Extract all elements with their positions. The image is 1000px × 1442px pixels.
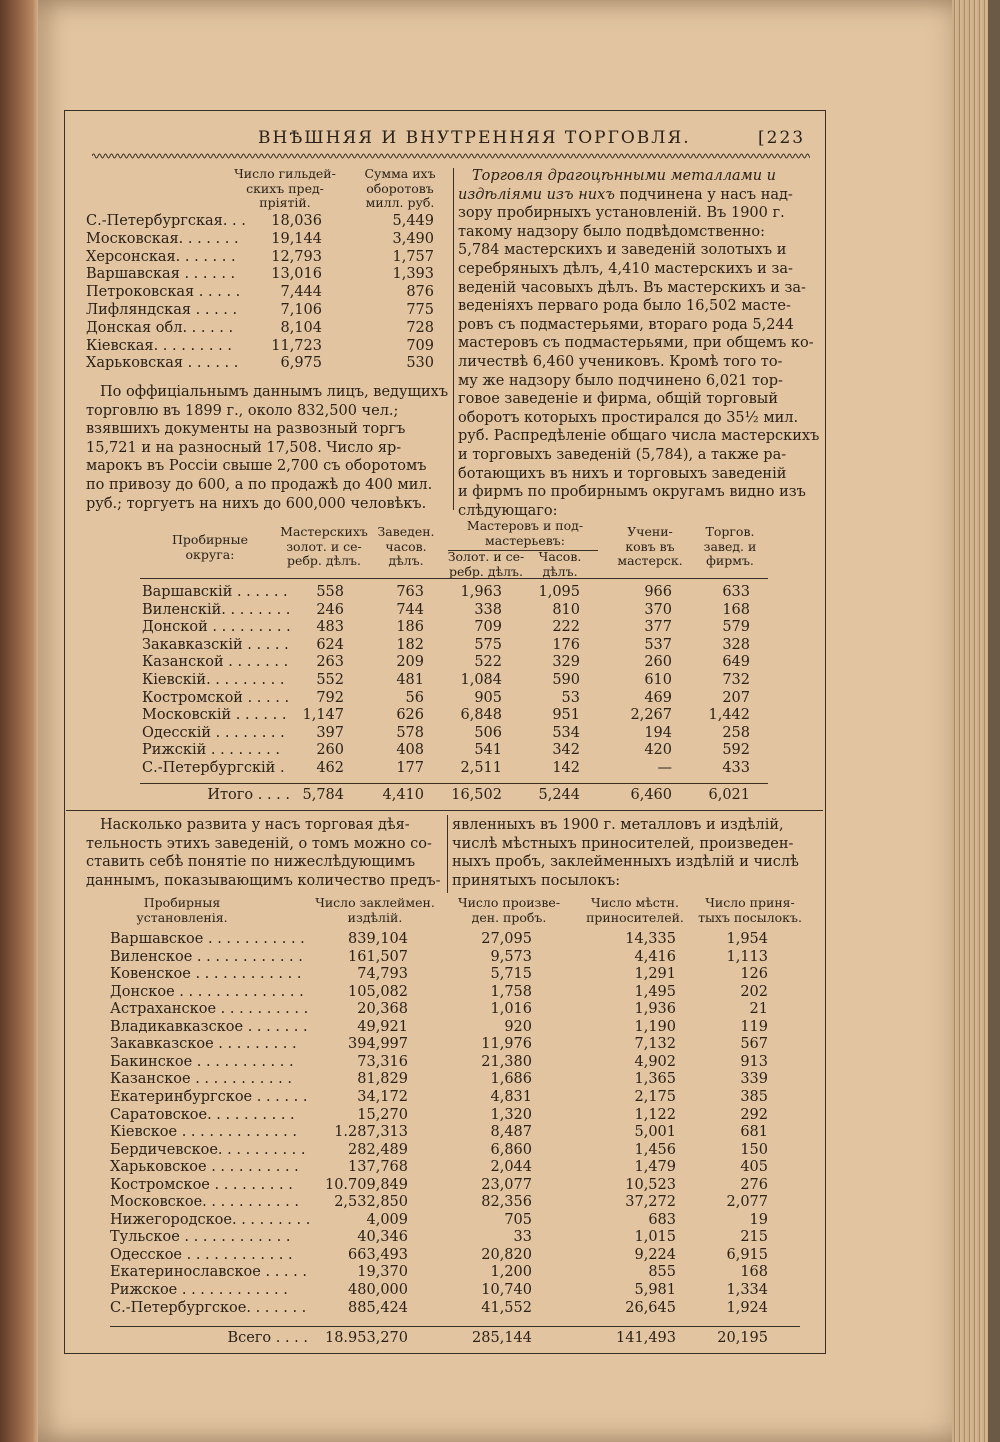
ll-para-line: даннымъ, показывающимъ количество предъ- [86,872,441,889]
assay-row-value: 14,335 [625,931,676,947]
right-line: му же надзору было подчинено 6,021 тор- [458,372,783,389]
assay-row-value: 27,095 [481,931,532,947]
assay-row-value: 839,104 [348,931,408,947]
right-line: руб. Распредѣленіе общаго числа мастерскихъ [458,428,820,445]
assay-row-name: Одесское . . . . . . . . . . . . [110,1246,293,1263]
assay-row-value: 9,573 [490,948,532,965]
right-paragraph [458,167,820,519]
assay-row-name: Закавказское . . . . . . . . . [110,1036,297,1053]
district-total-label: Итого . . . . [207,787,290,803]
guild-row-count: 12,793 [271,248,322,265]
ll-para-line: Насколько развита у насъ торговая дѣя- [100,817,410,833]
district-row-value: 56 [405,689,424,706]
assay-row-value: 49,921 [357,1018,408,1035]
guild-row-name: Московская. . . . . . . [86,230,239,247]
guild-row-count: 6,975 [280,355,322,372]
assay-row-value: 21 [749,1001,768,1018]
district-row-value: 420 [644,742,672,759]
guild-row-count: 18,036 [271,213,322,229]
assay-row-name: Бакинское . . . . . . . . . . . [110,1053,294,1070]
assay-row-value: 681 [740,1124,768,1141]
assay-row-value: 5,981 [634,1282,676,1298]
assay-row-value: 1,190 [634,1018,676,1035]
district-row-name: Московскій . . . . . . [142,707,287,724]
district-row-name: Костромской . . . . . [142,689,290,706]
district-row-value: 534 [552,724,580,741]
right-line-0: подчинена у насъ над- [614,186,793,203]
assay-row-value: 1,456 [634,1141,676,1158]
assay-row-value: 81,829 [357,1071,408,1088]
district-header-gold: Мастерскихъ золот. и се- ребр. дѣлъ. [280,524,368,568]
assay-row-value: 6,915 [726,1246,768,1263]
assay-row-value: 339 [740,1071,768,1088]
right-line: зору пробирныхъ установленій. Въ 1900 г. [458,205,785,222]
assay-row-value: 663,493 [348,1246,408,1263]
district-header-rule [140,578,768,579]
assay-row-value: 1,365 [634,1071,676,1088]
assay-row-value: 920 [504,1018,532,1035]
assay-row-value: 1,291 [634,966,676,983]
assay-row-value: 2,044 [490,1159,532,1176]
guild-row-count: 11,723 [271,337,322,354]
district-row-value: 246 [316,601,344,618]
assay-row-value: 19,370 [357,1264,408,1281]
district-header-mgold: Золот. и се- ребр. дѣлъ. [447,549,525,579]
assay-row-value: 119 [740,1018,768,1035]
guild-row-name: Херсонская. . . . . . . [86,248,236,265]
district-row-value: 53 [561,689,580,706]
lr-para-line: числѣ мѣстныхъ приносителей, произведен- [452,835,794,852]
district-row-value: 578 [396,724,424,741]
guild-row-sum: 775 [406,302,434,318]
assay-row-value: 1,122 [634,1106,676,1123]
district-header-watch: Заведен. часов. дѣлъ. [377,524,435,568]
guild-row-sum: 530 [406,355,434,372]
guild-row-count: 7,444 [280,284,322,301]
assay-row-value: 394,997 [348,1036,408,1053]
left-para-line: по привозу до 600, а по продажѣ до 400 мил. [86,476,433,493]
district-row-value: 338 [474,601,502,618]
column-divider-top [453,168,454,510]
district-row-value: 709 [474,619,502,636]
district-total-value: 4,410 [382,787,424,803]
assay-row-value: 282,489 [348,1141,408,1158]
district-row-name: С.-Петербургскій . [142,760,285,776]
assay-row-value: 4,009 [366,1211,408,1228]
district-header-firms: Торгов. завед. и фирмъ. [703,524,757,568]
assay-row-name: Екатеринославское . . . . . [110,1264,307,1281]
assay-row-value: 885,424 [348,1299,408,1316]
district-row-value: 483 [316,619,344,636]
district-row-value: 176 [552,636,580,653]
district-row-value: 732 [722,672,750,688]
right-line: веденіяхъ перваго рода было 16,502 масте- [458,298,791,315]
assay-row-value: 1,320 [490,1106,532,1123]
right-line: 5,784 мастерскихъ и заведеній золотыхъ и [458,242,787,259]
assay-row-value: 15,270 [357,1106,408,1123]
assay-row-value: 21,380 [481,1053,532,1070]
district-row-value: 1,147 [302,707,344,724]
assay-row-value: 215 [740,1229,768,1246]
assay-row-value: 11,976 [481,1036,532,1053]
district-row-value: 1,084 [460,672,502,688]
assay-row-value: 10.709,849 [324,1176,408,1193]
right-line: и торговыхъ заведеній (5,784), а также ра- [458,446,787,463]
district-row-value: 433 [722,760,750,776]
assay-row-value: 1,479 [634,1159,676,1176]
assay-row-name: Саратовское. . . . . . . . . . [110,1106,295,1123]
assay-row-value: 1,686 [490,1071,532,1088]
district-row-value: 397 [316,724,344,741]
assay-row-value: 10,740 [481,1282,532,1298]
assay-header-items: Число заклеймен. издѣлій. [315,895,435,925]
left-para-line: 15,721 и на разносный 17,508. Число яр- [86,439,402,456]
right-line: мастеровъ съ подмастерьями, при общемъ ко- [458,335,814,352]
district-row-name: Закавказскій . . . . . [142,636,289,653]
guild-row-name: Кіевская. . . . . . . . . [86,337,232,354]
right-line: ровъ съ подмастерьями, втораго рода 5,244 [458,316,794,333]
district-row-value: 328 [722,636,750,653]
district-row-name: Виленскій. . . . . . . . [142,601,291,618]
assay-row-value: 5,715 [490,966,532,983]
guild-header-sum: Сумма ихъ оборотовъ милл. руб. [364,166,436,210]
right-line: личествѣ 6,460 учениковъ. Кромѣ того то- [458,353,783,370]
assay-total-rule [110,1326,800,1327]
page-number: [223 [758,128,806,148]
assay-row-value: 2,077 [726,1194,768,1211]
district-row-value: 624 [316,636,344,653]
right-lead-italic: Торговля драгоцѣнными металлами и [472,168,777,184]
assay-total-value: 285,144 [472,1330,532,1346]
district-row-value: 590 [552,672,580,688]
district-row-value: 6,848 [460,707,502,724]
guild-row-name: Харьковская . . . . . . [86,355,239,372]
right-line: ботающихъ въ нихъ и торговыхъ заведеній [458,465,787,482]
district-row-name: Варшавскій . . . . . . [142,584,288,600]
assay-row-value: 20,820 [481,1246,532,1263]
district-row-value: 810 [552,601,580,618]
ll-para-line: ставить себѣ понятіе по нижеслѣдующимъ [86,854,416,871]
district-row-value: 481 [396,672,424,688]
assay-row-value: 1,758 [490,983,532,1000]
district-row-value: 209 [396,654,424,671]
page-edges [952,0,988,1442]
district-row-value: 905 [474,689,502,706]
district-row-value: 537 [644,636,672,653]
assay-header-parcels: Число приня- тыхъ посылокъ. [698,895,802,925]
district-row-value: 522 [474,654,502,671]
assay-row-value: 202 [740,983,768,1000]
assay-row-value: 1,954 [726,931,768,947]
district-row-value: 177 [396,760,424,776]
assay-row-name: Екатеринбургское . . . . . . [110,1088,308,1105]
guild-row-name: Лифляндская . . . . . [86,302,238,318]
district-row-value: 182 [396,636,424,653]
guild-row-sum: 728 [406,319,434,336]
district-row-name: Казанской . . . . . . . [142,654,289,671]
lr-para-line: ныхъ пробъ, заклейменныхъ издѣлій и числѣ [452,854,799,871]
assay-row-value: 137,768 [348,1159,408,1176]
book-binding [0,0,38,1442]
district-row-value: — [657,760,672,776]
assay-row-value: 480,000 [348,1282,408,1298]
lower-left-paragraph [86,816,442,890]
guild-row-count: 19,144 [271,230,322,247]
right-line: веденій часовыхъ дѣлъ. Въ мастерскихъ и за- [458,279,806,296]
district-row-value: 558 [316,584,344,600]
district-row-value: 610 [644,672,672,688]
assay-total-value: 18.953,270 [324,1330,408,1346]
assay-row-value: 19 [749,1211,768,1228]
assay-row-value: 1,016 [490,1001,532,1018]
assay-row-value: 1,015 [634,1229,676,1246]
guild-row-sum: 3,490 [392,230,434,247]
district-total-value: 6,460 [630,787,672,803]
district-row-value: 194 [644,724,672,741]
assay-row-value: 4,831 [490,1088,532,1105]
assay-row-value: 8,487 [490,1124,532,1141]
assay-row-value: 405 [740,1159,768,1176]
guild-row-count: 13,016 [271,266,322,283]
left-para-line: торговлю въ 1899 г., около 832,500 чел.; [86,402,399,419]
assay-row-value: 1,936 [634,1001,676,1018]
district-row-value: 370 [644,601,672,618]
assay-row-value: 10,523 [625,1176,676,1193]
assay-row-name: Владикавказское . . . . . . . [110,1018,308,1035]
district-row-value: 168 [722,601,750,618]
assay-row-name: Ковенское . . . . . . . . . . . . [110,966,302,983]
assay-row-value: 276 [740,1176,768,1193]
district-row-value: 222 [552,619,580,636]
assay-row-value: 1,113 [726,948,768,965]
district-row-name: Кіевскій. . . . . . . . . [142,672,285,688]
lr-para-line: принятыхъ посылокъ: [452,872,621,889]
district-row-value: 552 [316,672,344,688]
district-row-value: 541 [474,742,502,759]
assay-row-value: 20,368 [357,1001,408,1018]
district-row-value: 263 [316,654,344,671]
right-line: серебряныхъ дѣлъ, 4,410 мастерскихъ и за- [458,260,793,277]
assay-row-value: 1,924 [726,1299,768,1316]
assay-row-value: 1,334 [726,1282,768,1298]
assay-row-value: 567 [740,1036,768,1053]
assay-row-value: 150 [740,1141,768,1158]
district-row-value: 633 [722,584,750,600]
left-para-line: взявшихъ документы на развозный торгъ [86,421,406,438]
district-total-value: 6,021 [708,787,750,803]
assay-row-value: 168 [740,1264,768,1281]
assay-row-value: 1,200 [490,1264,532,1281]
column-divider-lower [447,815,448,893]
district-row-value: 377 [644,619,672,636]
district-row-value: 951 [552,707,580,724]
assay-row-value: 73,316 [357,1053,408,1070]
assay-row-name: Костромское . . . . . . . . . [110,1176,293,1193]
guild-header-count: Число гильдей- скихъ пред- пріятій. [234,166,336,210]
assay-row-value: 683 [648,1211,676,1228]
header-wavy-rule [92,152,810,160]
assay-row-name: Кіевское . . . . . . . . . . . . . [110,1124,297,1141]
page-title: ВНѢШНЯЯ И ВНУТРЕННЯЯ ТОРГОВЛЯ. [258,128,691,148]
assay-row-name: Варшавское . . . . . . . . . . . [110,931,305,947]
ll-para-line: тельность этихъ заведеній, о томъ можно со- [86,835,432,852]
right-line: и фирмъ по пробирнымъ округамъ видно изъ [458,484,806,501]
district-row-value: 2,267 [630,707,672,724]
district-row-value: 408 [396,742,424,759]
assay-row-value: 1,495 [634,983,676,1000]
assay-row-value: 2,532,850 [334,1194,408,1211]
district-row-value: 792 [316,689,344,706]
assay-row-value: 705 [504,1211,532,1228]
assay-row-value: 1.287,313 [334,1124,408,1141]
assay-row-name: Московское. . . . . . . . . . . [110,1194,299,1211]
district-row-value: 506 [474,724,502,741]
district-row-value: 469 [644,689,672,706]
assay-header-carriers: Число мѣстн. приносителей. [586,895,684,925]
assay-total-value: 141,493 [616,1330,676,1346]
section-divider [66,810,823,811]
district-total-value: 5,244 [538,787,580,803]
assay-row-value: 40,346 [357,1229,408,1246]
left-paragraph [86,383,449,513]
district-row-value: 1,442 [708,707,750,724]
assay-row-value: 82,356 [481,1194,532,1211]
district-total-value: 5,784 [302,787,344,803]
assay-row-value: 4,416 [634,948,676,965]
district-row-name: Донской . . . . . . . . . [142,619,291,636]
district-row-value: 966 [644,584,672,600]
district-row-value: 592 [722,742,750,759]
assay-row-name: Астраханское . . . . . . . . . . [110,1001,309,1018]
district-row-value: 763 [396,584,424,600]
assay-row-value: 105,082 [348,983,408,1000]
assay-row-name: Тульское . . . . . . . . . . . . [110,1229,291,1246]
district-row-value: 744 [396,601,424,618]
right-lead-italic-2: издѣліями изъ нихъ [458,186,615,203]
assay-header-name: Пробирныя установленія. [136,895,228,925]
assay-row-value: 6,860 [490,1141,532,1158]
guild-row-name: Петроковская . . . . . [86,284,241,301]
assay-row-value: 5,001 [634,1124,676,1141]
assay-row-value: 34,172 [357,1088,408,1105]
assay-row-name: Казанское . . . . . . . . . . . [110,1071,292,1088]
assay-total-label: Всего . . . . [227,1330,308,1346]
right-line: говое заведеніе и фирма, общій торговый [458,391,778,408]
district-header-pupils: Учени- ковъ въ мастерск. [617,524,683,568]
assay-row-value: 33 [513,1229,532,1246]
district-row-value: 142 [552,760,580,776]
assay-row-name: Харьковское . . . . . . . . . . [110,1159,299,1176]
assay-row-name: Нижегородское. . . . . . . . . [110,1211,311,1228]
assay-row-value: 7,132 [634,1036,676,1053]
guild-row-sum: 5,449 [392,213,434,229]
guild-row-sum: 876 [406,284,434,301]
assay-row-value: 385 [740,1088,768,1105]
guild-row-count: 8,104 [280,319,322,336]
assay-row-value: 37,272 [625,1194,676,1211]
masters-group-rule [448,550,598,551]
assay-row-name: Бердичевское. . . . . . . . . . [110,1141,306,1158]
district-header-masters: Мастеровъ и под- мастерьевъ: [466,518,584,548]
assay-row-value: 2,175 [634,1088,676,1105]
guild-row-name: Донская обл. . . . . . [86,319,234,336]
district-row-value: 207 [722,689,750,706]
district-header-mwatch: Часов. дѣлъ. [538,549,582,579]
district-row-value: 579 [722,619,750,636]
guild-row-name: Варшавская . . . . . . [86,266,236,283]
assay-header-probes: Число произве- ден. пробъ. [457,895,561,925]
assay-row-value: 292 [740,1106,768,1123]
assay-row-value: 913 [740,1053,768,1070]
district-row-value: 462 [316,760,344,776]
guild-row-sum: 709 [406,337,434,354]
assay-row-name: С.-Петербургское. . . . . . . [110,1299,307,1316]
assay-row-name: Донское . . . . . . . . . . . . . . [110,983,304,1000]
assay-row-value: 9,224 [634,1246,676,1263]
right-line: такому надзору было подвѣдомственно: [458,223,765,240]
left-para-line: марокъ въ Россіи свыше 2,700 съ оборотомъ [86,458,427,475]
district-row-value: 258 [722,724,750,741]
assay-row-value: 855 [648,1264,676,1281]
district-row-value: 342 [552,742,580,759]
right-line: слѣдующаго: [458,502,558,519]
assay-row-name: Рижское . . . . . . . . . . . . [110,1282,288,1298]
assay-row-value: 41,552 [481,1299,532,1316]
lower-right-paragraph [452,816,817,890]
district-row-value: 649 [722,654,750,671]
district-row-value: 260 [316,742,344,759]
assay-row-value: 161,507 [348,948,408,965]
lr-para-line: явленныхъ въ 1900 г. металловъ и издѣлій, [452,817,784,833]
district-row-value: 260 [644,654,672,671]
guild-row-count: 7,106 [280,302,322,318]
district-row-name: Одесскій . . . . . . . . [142,724,285,741]
assay-row-value: 4,902 [634,1053,676,1070]
district-row-value: 575 [474,636,502,653]
guild-row-sum: 1,393 [392,266,434,283]
left-para-line: руб.; торгуетъ на нихъ до 600,000 человѣкъ. [86,495,427,512]
district-total-value: 16,502 [451,787,502,803]
district-total-rule [140,783,768,784]
district-row-value: 1,963 [460,584,502,600]
right-line: оборотъ которыхъ простирался до 35½ мил. [458,409,799,426]
left-para-line: По оффиціальнымъ даннымъ лицъ, ведущихъ [100,384,449,400]
district-row-value: 1,095 [538,584,580,600]
assay-row-value: 26,645 [625,1299,676,1316]
guild-row-name: С.-Петербургская. . . [86,213,246,229]
district-row-value: 2,511 [460,760,502,776]
district-header-name: Пробирные округа: [172,532,248,562]
district-row-value: 626 [396,707,424,724]
assay-row-name: Виленское . . . . . . . . . . . . [110,948,303,965]
assay-total-value: 20,195 [717,1330,768,1346]
assay-row-value: 23,077 [481,1176,532,1193]
district-row-name: Рижскій . . . . . . . . [142,742,280,759]
assay-row-value: 126 [740,966,768,983]
district-row-value: 329 [552,654,580,671]
guild-row-sum: 1,757 [392,248,434,265]
district-row-value: 186 [396,619,424,636]
assay-row-value: 74,793 [357,966,408,983]
